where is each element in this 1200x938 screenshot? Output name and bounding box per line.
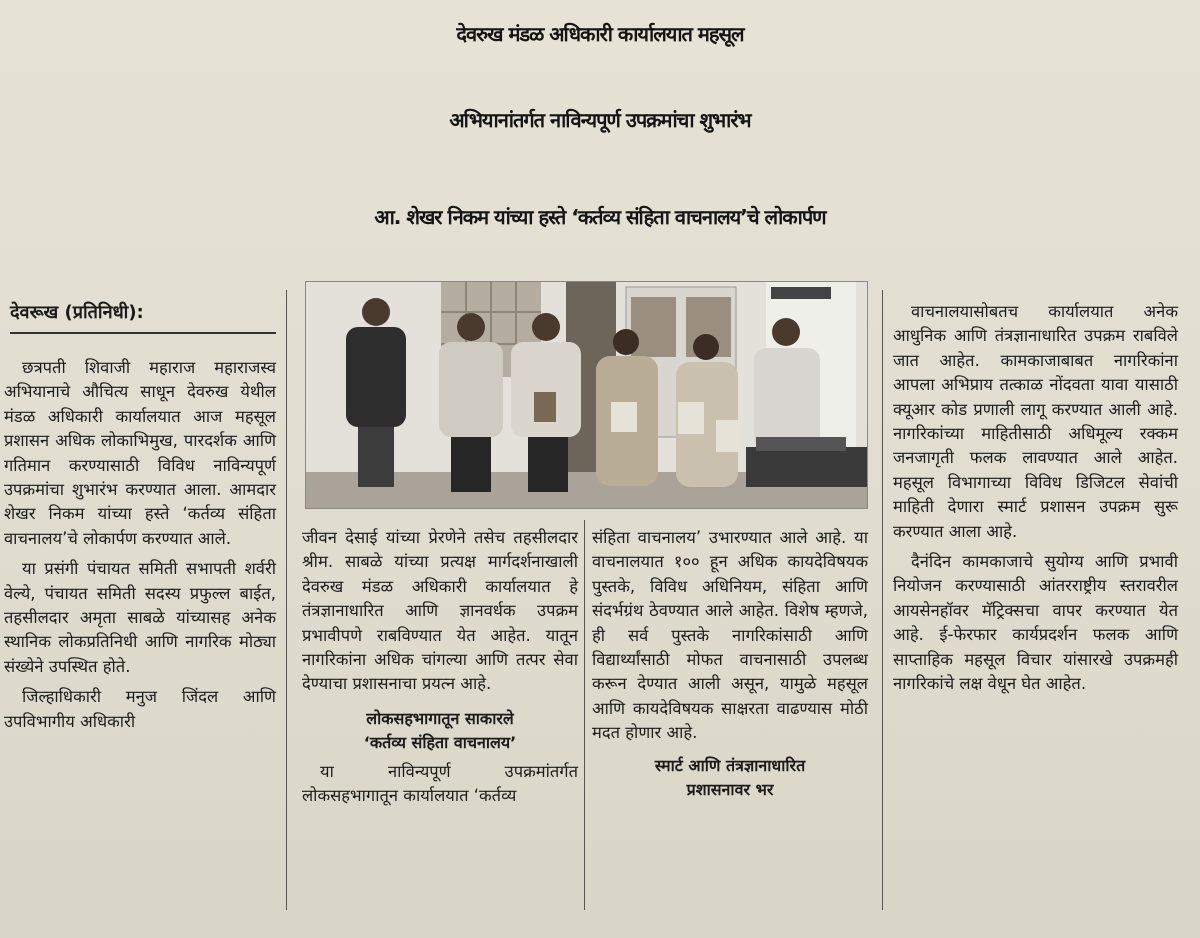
article-column-3 (592, 526, 868, 802)
paragraph: जीवन देसाई यांच्या प्रेरणेने तसेच तहसीलदार श्रीम. साबळे यांच्या प्रत्यक्ष मार्गदर्शनाखाली देवरुख मंडळ अधिकारी कार्यालयात हे तंत्रज्ञानाधारित आणि ज्ञानवर्धक उपक्रम प्रभावीपणे राबविण्यात येत आहेत. यातून नागरिकांना अधिक चांगल्या आणि तत्पर सेवा देण्याचा प्रशासनाचा प्रयत्न आहे. (302, 528, 578, 694)
headline-line-2: अभियानांतर्गत नाविन्यपूर्ण उपक्रमांचा शुभारंभ (449, 108, 751, 132)
section-subheading (592, 754, 868, 803)
column-divider (584, 520, 585, 910)
paragraph: या प्रसंगी पंचायत समिती सभापती शर्वरी वेल्ये, पंचायत समिती सदस्य प्रफुल्ल बाईत, तहसीलदार अमृता साबळे यांच्यासह अनेक स्थानिक लोकप्रतिनिधी आणि नागरिक मोठ्या संख्येने उपस्थित होते. (4, 559, 276, 676)
dateline: देवरूख (प्रतिनिधी): (10, 300, 276, 334)
column-divider (882, 290, 883, 910)
headline-line-1: देवरुख मंडळ अधिकारी कार्यालयात महसूल (456, 22, 744, 46)
paragraph: छत्रपती शिवाजी महाराज महाराजस्व अभियानाचे औचित्य साधून देवरुख येथील मंडळ अधिकारी कार्यालयात आज महसूल प्रशासन अधिक लोकाभिमुख, पारदर्शक आणि गतिमान करण्यासाठी विविध नाविन्यपूर्ण उपक्रमांचा शुभारंभ करण्यात आला. आमदार शेखर निकम यांच्या हस्ते ‘कर्तव्य संहिता वाचनालय’चे लोकार्पण करण्यात आले. (4, 358, 276, 548)
photo-illustration (306, 282, 867, 508)
paragraph: दैनंदिन कामकाजाचे सुयोग्य आणि प्रभावी नियोजन करण्यासाठी आंतरराष्ट्रीय स्तरावरील आयसेनहॉवर मॅट्रिक्सचा वापर करण्यात येत आहे. ई-फेरफार कार्यप्रदर्शन फलक आणि साप्ताहिक महसूल विचार यांसारखे उपक्रमही नागरिकांचे लक्ष वेधून घेत आहेत. (893, 552, 1178, 694)
subheadline: आ. शेखर निकम यांच्या हस्ते ‘कर्तव्य संहिता वाचनालय’चे लोकार्पण (374, 205, 826, 229)
paragraph: जिल्हाधिकारी मनुज जिंदल आणि उपविभागीय अधिकारी (4, 687, 276, 731)
subheading-line-2: प्रशासनावर भर (686, 780, 774, 800)
event-photo (305, 281, 868, 509)
article-column-1 (4, 356, 276, 740)
paragraph: वाचनालयासोबतच कार्यालयात अनेक आधुनिक आणि तंत्रज्ञानाधारित उपक्रम राबविले जात आहेत. कामकाजाबाबत नागरिकांना आपला अभिप्राय तत्काळ नोंदवता यावा यासाठी क्यूआर कोड प्रणाली लागू करण्यात आली आहे. नागरिकांच्या माहितीसाठी अधिमूल्य रक्कम जनजागृती फलक लावण्यात आले आहेत. महसूल विभागाच्या विविध डिजिटल सेवांची माहिती देणारा स्मार्ट प्रशासन उपक्रम सुरू करण्यात आला आहे. (893, 302, 1178, 541)
subheading-line-1: स्मार्ट आणि तंत्रज्ञानाधारित (654, 755, 806, 775)
article-column-4 (893, 300, 1178, 703)
article-column-2 (302, 526, 578, 814)
subheading-line-2: ‘कर्तव्य संहिता वाचनालय’ (363, 733, 517, 753)
paragraph: संहिता वाचनालय’ उभारण्यात आले आहे. या वाचनालयात १०० हून अधिक कायदेविषयक पुस्तके, विविध अधिनियम, संहिता आणि संदर्भग्रंथ ठेवण्यात आले आहेत. विशेष म्हणजे, ही सर्व पुस्तके नागरिकांसाठी आणि विद्यार्थ्यांसाठी मोफत वाचनासाठी उपलब्ध करून देण्यात आली असून, यामुळे महसूल आणि कायदेविषयक साक्षरता वाढण्यास मोठी मदत होणार आहे. (592, 528, 868, 743)
subheading-line-1: लोकसहभागातून साकारले (366, 708, 514, 728)
column-divider (286, 290, 287, 910)
section-subheading (302, 707, 578, 756)
paragraph: या नाविन्यपूर्ण उपक्रमांतर्गत लोकसहभागातून कार्यालयात ‘कर्तव्य (302, 761, 578, 806)
